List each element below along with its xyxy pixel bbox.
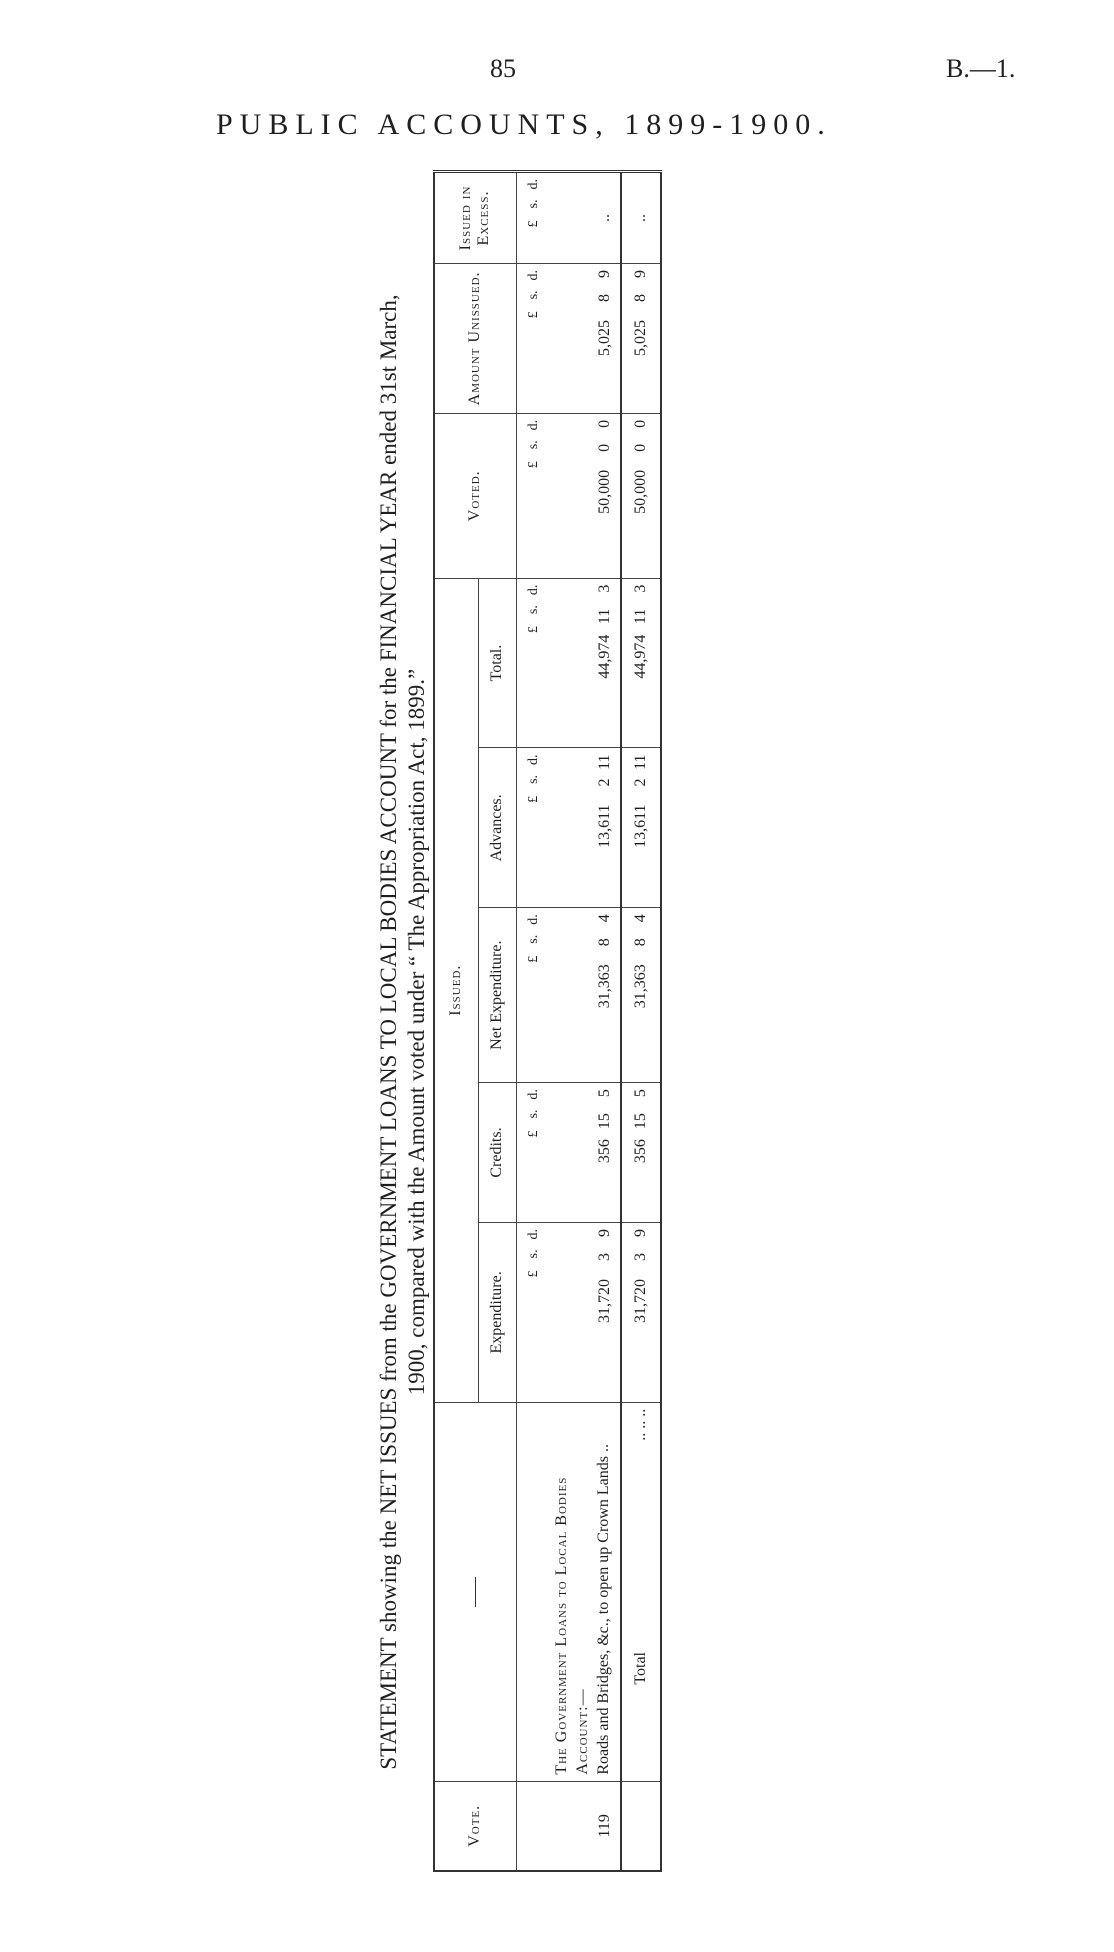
issued-in-excess-value: ..: [551, 172, 621, 264]
units-credits: £s.d.: [516, 1083, 551, 1223]
total-label: Total: [632, 1652, 649, 1685]
units-row: [516, 172, 551, 1872]
amount-unissued-value: 5,025 8 9: [551, 263, 621, 413]
caption-line-1: STATEMENT showing the NET ISSUES from the GOVERNMENT LOANS TO LOCAL BODIES ACCOUNT for the FINANCIAL YEAR ended 31st March,: [376, 294, 401, 1770]
page-title: PUBLIC ACCOUNTS, 1899-1900.: [216, 108, 832, 141]
units-expenditure: £s.d.: [516, 1222, 551, 1402]
total-credits-value: 356 15 5: [621, 1083, 661, 1223]
total-label-cell: [621, 1402, 661, 1781]
header-advances: Advances.: [478, 748, 516, 908]
line-description: Roads and Bridges, &c., to open up Crown Lands ..: [594, 1444, 612, 1775]
row-description: [551, 1402, 621, 1781]
header-total: Total.: [478, 578, 516, 748]
vote-number: 119: [551, 1781, 621, 1871]
header-voted: Voted.: [434, 413, 516, 578]
header-vote: Vote.: [434, 1781, 516, 1871]
voted-value: 50,000 0 0: [551, 413, 621, 578]
header-net-expenditure: Net Expenditure.: [478, 908, 516, 1083]
total-voted-value: 50,000 0 0: [621, 413, 661, 578]
header-dash: [475, 1577, 476, 1607]
account-title: The Government Loans to Local Bodies Account:—: [552, 1476, 591, 1775]
total-total-value: 44,974 11 3: [621, 578, 661, 748]
total-advances-value: 13,611 2 11: [621, 748, 661, 908]
table-row: [551, 172, 621, 1872]
units-amount-unissued: £s.d.: [516, 263, 551, 413]
header-amount-unissued: Amount Unissued.: [434, 263, 516, 413]
header-issued-in-excess: Issued in Excess.: [434, 172, 516, 264]
header-issued: Issued.: [434, 578, 478, 1402]
advances-value: 13,611 2 11: [551, 748, 621, 908]
total-value: 44,974 11 3: [551, 578, 621, 748]
units-net-expenditure: £s.d.: [516, 908, 551, 1083]
expenditure-value: 31,720 3 9: [551, 1222, 621, 1402]
total-net-expenditure-value: 31,363 8 4: [621, 908, 661, 1083]
caption-line-2: 1900, compared with the Amount voted under “ The Appropriation Act, 1899.”: [404, 668, 429, 1396]
page-number: 85: [490, 54, 516, 83]
total-expenditure-value: 31,720 3 9: [621, 1222, 661, 1402]
units-voted: £s.d.: [516, 413, 551, 578]
document-reference: B.—1.: [946, 54, 1016, 83]
net-expenditure-value: 31,363 8 4: [551, 908, 621, 1083]
header-expenditure: Expenditure.: [478, 1222, 516, 1402]
statement-caption: [375, 162, 431, 1902]
total-dots: .. .. ..: [632, 1408, 649, 1441]
total-issued-in-excess-value: ..: [621, 172, 661, 264]
units-total: £s.d.: [516, 578, 551, 748]
credits-value: 356 15 5: [551, 1083, 621, 1223]
units-issued-in-excess: £s.d.: [516, 172, 551, 264]
header-description: [434, 1402, 516, 1781]
total-amount-unissued-value: 5,025 8 9: [621, 263, 661, 413]
total-row: [621, 172, 661, 1872]
rotated-statement: [375, 162, 675, 1902]
net-issues-table: [433, 170, 662, 1872]
units-advances: £s.d.: [516, 748, 551, 908]
header-credits: Credits.: [478, 1083, 516, 1223]
